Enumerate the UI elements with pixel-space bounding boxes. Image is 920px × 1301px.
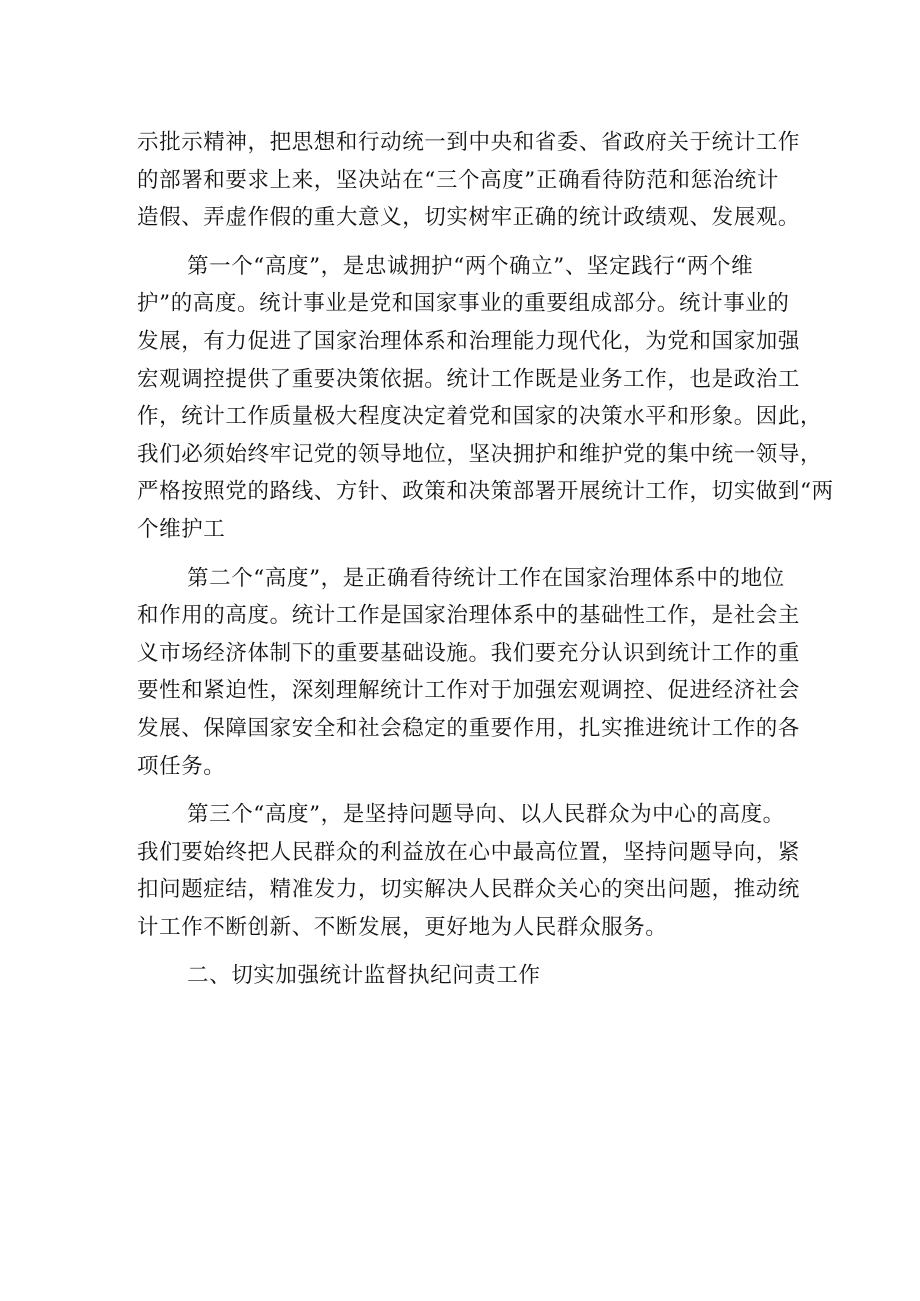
text-line: 项任务。 [137,753,226,779]
text-line: 第一个“高度”，是忠诚拥护“两个确立”、坚定践行“两个维 [187,253,754,279]
paragraph-intro-continuation [137,124,801,237]
text-line: 宏观调控提供了重要决策依据。统计工作既是业务工作，也是政治工 [137,366,801,392]
text-line: 发展，有力促进了国家治理体系和治理能力现代化，为党和国家加强 [137,328,801,354]
text-line: 第三个“高度”，是坚持问题导向、以人民群众为中心的高度。 [187,802,785,828]
paragraph-third-height [137,796,801,946]
paragraph-first-height [137,248,834,549]
text-line: 护”的高度。统计事业是党和国家事业的重要组成部分。统计事业的 [137,291,790,317]
paragraph-second-height [137,560,801,786]
text-line: 示批示精神，把思想和行动统一到中央和省委、省政府关于统计工作 [137,130,801,155]
text-line: 和作用的高度。统计工作是国家治理体系中的基础性工作，是社会主 [137,603,801,629]
section-heading [137,957,791,995]
text-line: 造假、弄虚作假的重大意义，切实树牢正确的统计政绩观、发展观。 [137,205,801,231]
text-line: 作，统计工作质量极大程度决定着党和国家的决策水平和形象。因此， [137,404,823,430]
text-line: 的部署和要求上来，坚决站在“三个高度”正确看待防范和惩治统计 [137,167,779,193]
text-line: 我们必须始终牢记党的领导地位，坚决拥护和维护党的集中统一领导， [137,441,823,467]
text-line: 第二个“高度”，是正确看待统计工作在国家治理体系中的地位 [187,565,785,591]
document-body [137,124,834,995]
text-line: 发展、保障国家安全和社会稳定的重要作用，扎实推进统计工作的各 [137,715,801,741]
section-heading-text: 二、切实加强统计监督执纪问责工作 [187,963,541,989]
text-line: 个维护工 [137,516,226,542]
text-line: 扣问题症结，精准发力，切实解决人民群众关心的突出问题，推动统 [137,877,801,903]
text-line: 要性和紧迫性，深刻理解统计工作对于加强宏观调控、促进经济社会 [137,678,801,704]
text-line: 严格按照党的路线、方针、政策和决策部署开展统计工作，切实做到“两 [137,479,834,505]
text-line: 义市场经济体制下的重要基础设施。我们要充分认识到统计工作的重 [137,640,801,666]
text-line: 计工作不断创新、不断发展，更好地为人民群众服务。 [137,914,668,940]
text-line: 我们要始终把人民群众的利益放在心中最高位置，坚持问题导向，紧 [137,839,801,865]
